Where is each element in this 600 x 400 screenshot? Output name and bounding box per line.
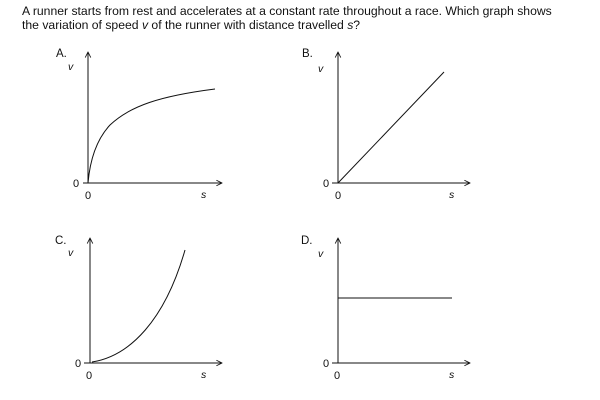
option-d-letter: D.: [301, 235, 313, 247]
option-a-y-axis-label: v: [68, 61, 74, 73]
graph-option-b[interactable]: [302, 48, 470, 202]
option-c-y-axis-label: v: [68, 247, 74, 259]
graph-option-d[interactable]: [301, 235, 470, 382]
option-a-curve: [88, 89, 215, 183]
option-b-y-axis-label: v: [318, 63, 324, 75]
option-c-origin-x-label: 0: [86, 370, 93, 382]
question-symbol-s: s: [347, 18, 354, 32]
option-d-origin-y-label: 0: [323, 358, 330, 370]
option-c-x-axis-label: s: [201, 369, 207, 381]
option-c-origin-y-label: 0: [75, 358, 82, 370]
option-a-origin-x-label: 0: [85, 190, 92, 202]
option-d-origin-x-label: 0: [334, 370, 341, 382]
option-c-letter: C.: [55, 235, 67, 247]
option-d-x-axis-label: s: [449, 369, 455, 381]
question-line-2-start: the variation of speed: [22, 18, 142, 32]
option-d-y-axis-label: v: [318, 248, 324, 260]
option-c-curve: [92, 250, 185, 362]
question-symbol-v: v: [141, 18, 149, 32]
option-a-x-axis-label: s: [201, 189, 207, 201]
question-line-2-end: ?: [353, 18, 361, 32]
option-b-x-axis-label: s: [449, 189, 455, 201]
option-b-origin-y-label: 0: [323, 178, 330, 190]
graph-option-c[interactable]: [55, 235, 222, 382]
option-b-origin-x-label: 0: [335, 190, 342, 202]
option-b-curve: [338, 72, 444, 183]
option-b-letter: B.: [302, 48, 313, 60]
question-line-2-middle: of the runner with distance travelled: [148, 18, 348, 32]
question-line-1: A runner starts from rest and accelerates at a constant rate throughout a race. Which graph shows: [22, 4, 552, 18]
option-a-letter: A.: [56, 48, 67, 60]
option-a-origin-y-label: 0: [73, 178, 80, 190]
graph-option-a[interactable]: [56, 48, 222, 202]
